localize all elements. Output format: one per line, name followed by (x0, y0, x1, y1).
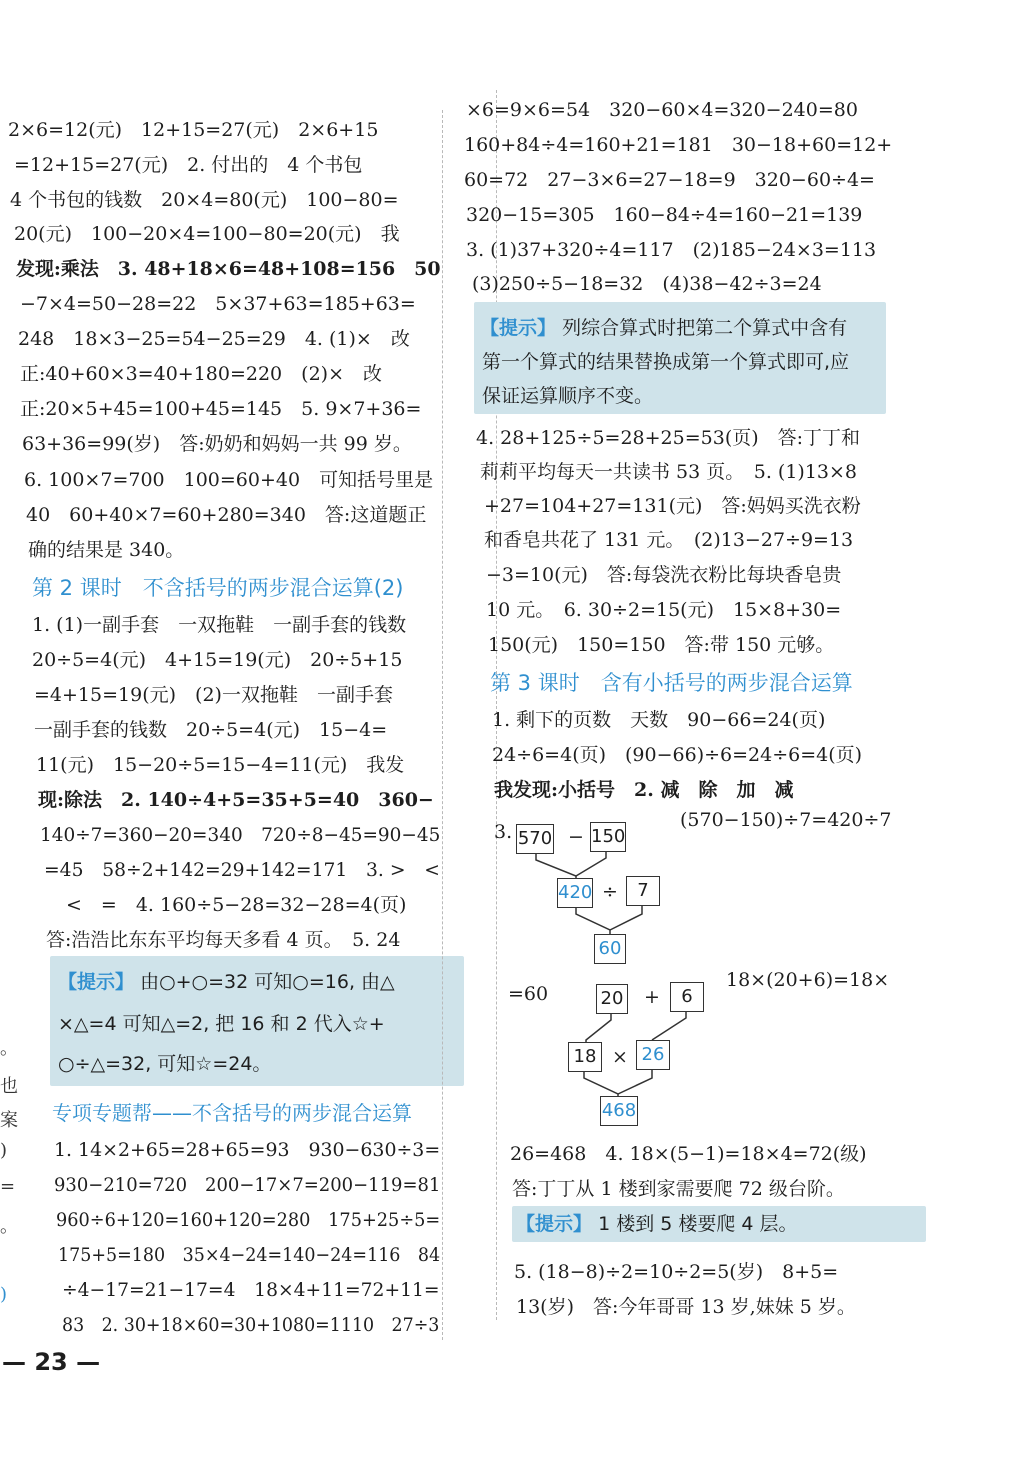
text-line: 正:20×5+45=100+45=145 5. 9×7+36= (20, 398, 422, 420)
hint-line: ○÷△=32, 可知☆=24。 (58, 1053, 272, 1075)
hint-line: ×△=4 可知△=2, 把 16 和 2 代入☆+ (58, 1013, 385, 1035)
hint-text: 1 楼到 5 楼要爬 4 层。 (598, 1213, 798, 1235)
text-line: 5. (18−8)÷2=10÷2=5(岁) 8+5= (514, 1261, 839, 1283)
tree-operator: − (568, 826, 584, 848)
text-line: 我发现:小括号 2. 减 除 加 减 (494, 779, 794, 801)
section-heading: 第 2 课时 不含括号的两步混合运算(2) (32, 576, 404, 600)
page-number: — 23 — (2, 1348, 101, 1376)
hint-line (480, 316, 847, 340)
section-heading: 专项专题帮——不含括号的两步混合运算 (52, 1101, 412, 1125)
hint-box (474, 302, 886, 414)
text-line: 83 2. 30+18×60=30+1080=1110 27÷3 (62, 1314, 440, 1336)
tree-expression: (570−150)÷7=420÷7 (680, 809, 892, 831)
question-label: 3. (494, 821, 513, 843)
text-line: 答:浩浩比东东平均每天多看 4 页。 5. 24 (46, 929, 401, 951)
text-line: =45 58÷2+142=29+142=171 3. > < (44, 859, 440, 881)
tree-operator: + (644, 986, 660, 1008)
text-line: 960÷6+120=160+120=280 175+25÷5= (56, 1209, 441, 1231)
hint-tag: 【提示】 (480, 317, 557, 339)
text-line: 和香皂共花了 131 元。 (2)13−27÷9=13 (484, 529, 854, 551)
hint-box (512, 1206, 926, 1242)
hint-text: 列综合算式时把第二个算式中含有 (562, 317, 848, 339)
tree-node: 20 (596, 984, 628, 1014)
edge-fragment: ) (0, 1284, 8, 1305)
text-line: 140÷7=360−20=340 720÷8−45=90−45 (40, 824, 441, 846)
text-line: 6. 100×7=700 100=60+40 可知括号里是 (24, 469, 434, 491)
text-line: =60 (508, 983, 549, 1005)
edge-fragment: 。 (0, 1038, 18, 1059)
text-line: 175+5=180 35×4−24=140−24=116 84 (58, 1244, 441, 1266)
hint-line: 保证运算顺序不变。 (482, 385, 654, 407)
text-line: 正:40+60×3=40+180=220 (2)× 改 (20, 363, 382, 385)
text-line: 10 元。 6. 30÷2=15(元) 15×8+30= (486, 599, 842, 621)
tree-operator: × (612, 1046, 628, 1068)
text-line: 60=72 27−3×6=27−18=9 320−60÷4= (464, 169, 875, 191)
text-line: 3. (1)37+320÷4=117 (2)185−24×3=113 (466, 239, 877, 261)
text-line: =4+15=19(元) (2)一双拖鞋 一副手套 (34, 684, 393, 706)
tree-expression: 18×(20+6)=18× (726, 969, 890, 991)
text-line: 发现:乘法 3. 48+18×6=48+108=156 50 (16, 258, 441, 280)
tree-node-answer: 26 (636, 1040, 670, 1070)
text-line: 20(元) 100−20×4=100−80=20(元) 我 (14, 223, 400, 245)
text-line: 莉莉平均每天一共读书 53 页。 5. (1)13×8 (480, 461, 858, 483)
text-line: −7×4=50−28=22 5×37+63=185+63= (20, 293, 416, 315)
section-heading: 第 3 课时 含有小括号的两步混合运算 (490, 671, 853, 695)
tree-node: 6 (670, 982, 704, 1012)
tree-node-answer: 60 (594, 934, 626, 964)
text-line: 26=468 4. 18×(5−1)=18×4=72(级) (510, 1143, 867, 1165)
hint-box (50, 956, 464, 1086)
text-line: 一副手套的钱数 20÷5=4(元) 15−4= (34, 719, 388, 741)
tree-node-answer: 420 (557, 878, 593, 908)
text-line: +27=104+27=131(元) 答:妈妈买洗衣粉 (484, 495, 861, 517)
text-line: ÷4−17=21−17=4 18×4+11=72+11= (62, 1279, 440, 1301)
tree-node: 18 (568, 1042, 602, 1072)
text-line: 20÷5=4(元) 4+15=19(元) 20÷5+15 (32, 649, 403, 671)
text-line: ×6=9×6=54 320−60×4=320−240=80 (466, 99, 858, 121)
edge-fragment: 。 (0, 1216, 18, 1237)
text-line: 930−210=720 200−17×7=200−119=81 (54, 1174, 441, 1196)
text-line: 40 60+40×7=60+280=340 答:这道题正 (26, 504, 427, 526)
tree-node: 150 (590, 822, 626, 852)
text-line: 现:除法 2. 140÷4+5=35+5=40 360− (38, 789, 434, 811)
edge-fragment: = (0, 1176, 16, 1197)
tree-node-answer: 468 (600, 1096, 638, 1126)
hint-line (58, 970, 395, 994)
tree-node: 570 (516, 824, 554, 854)
text-line: 1. 剩下的页数 天数 90−66=24(页) (492, 709, 826, 731)
edge-fragment: 案 (0, 1110, 18, 1131)
text-line: 63+36=99(岁) 答:奶奶和妈妈一共 99 岁。 (22, 433, 412, 455)
text-line: 4. 28+125÷5=28+25=53(页) 答:丁丁和 (476, 427, 861, 449)
text-line: 150(元) 150=150 答:带 150 元够。 (488, 634, 835, 656)
tree-operator: ÷ (602, 881, 618, 903)
text-line: 确的结果是 340。 (28, 539, 185, 561)
hint-tag: 【提示】 (516, 1213, 593, 1235)
text-line: =12+15=27(元) 2. 付出的 4 个书包 (14, 154, 363, 176)
text-line: 320−15=305 160−84÷4=160−21=139 (466, 204, 863, 226)
hint-line: 第一个算式的结果替换成第一个算式即可,应 (482, 351, 850, 373)
column-divider (442, 110, 443, 1340)
hint-text: 由○+○=32 可知○=16, 由△ (140, 971, 395, 993)
hint-tag: 【提示】 (58, 971, 135, 993)
text-line: 2×6=12(元) 12+15=27(元) 2×6+15 (8, 119, 379, 141)
edge-fragment: 也 (0, 1076, 18, 1097)
text-line: 24÷6=4(页) (90−66)÷6=24÷6=4(页) (492, 744, 863, 766)
text-line: 248 18×3−25=54−25=29 4. (1)× 改 (18, 328, 410, 350)
text-line: −3=10(元) 答:每袋洗衣粉比每块香皂贵 (486, 564, 842, 586)
text-line: < = 4. 160÷5−28=32−28=4(页) (66, 894, 407, 916)
page-number-value: 23 (34, 1348, 68, 1376)
edge-fragment: ) (0, 1140, 8, 1161)
text-line: 答:丁丁从 1 楼到家需要爬 72 级台阶。 (512, 1178, 845, 1200)
text-line: 4 个书包的钱数 20×4=80(元) 100−80= (10, 189, 399, 211)
text-line: 160+84÷4=160+21=181 30−18+60=12+ (464, 134, 893, 156)
text-line: 1. 14×2+65=28+65=93 930−630÷3= (54, 1139, 441, 1161)
text-line: (3)250÷5−18=32 (4)38−42÷3=24 (472, 273, 822, 295)
hint-line (516, 1212, 798, 1236)
tree-node: 7 (626, 876, 660, 906)
text-line: 1. (1)一副手套 一双拖鞋 一副手套的钱数 (32, 614, 407, 636)
text-line: 13(岁) 答:今年哥哥 13 岁,妹妹 5 岁。 (516, 1296, 856, 1318)
text-line: 11(元) 15−20÷5=15−4=11(元) 我发 (36, 754, 405, 776)
